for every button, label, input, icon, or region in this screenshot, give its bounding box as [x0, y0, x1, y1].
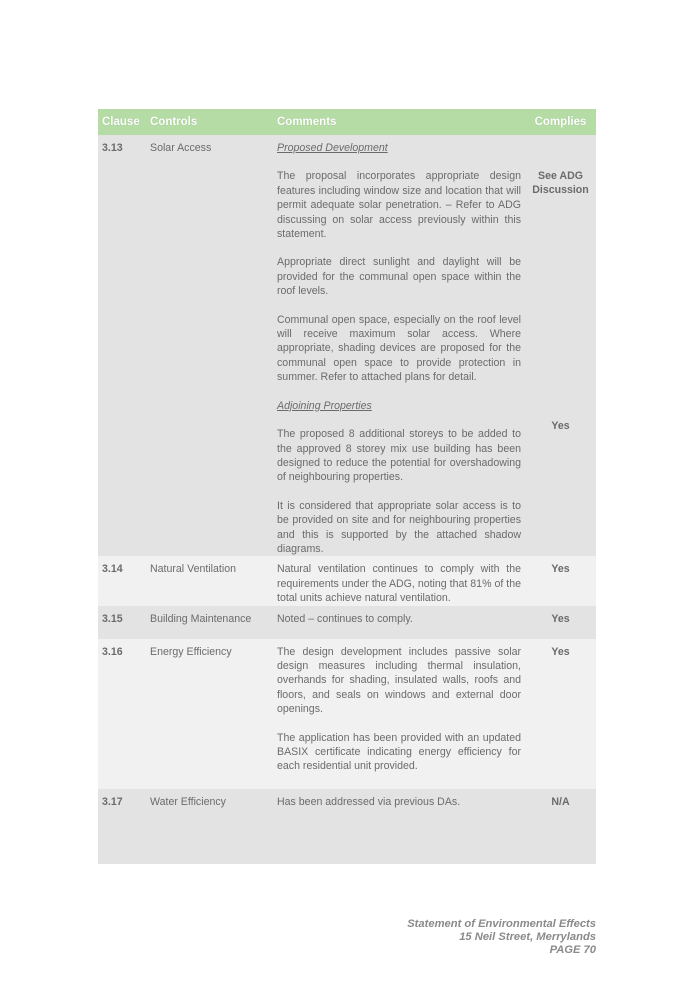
comment-paragraph: Communal open space, especially on the roof level will receive maximum solar access. Where appropriate, shading devices are proposed for the communal open space to provide protection in summer. Refer to attached plans for detail.: [277, 313, 521, 384]
complies-see-adg: See ADG Discussion: [532, 170, 589, 197]
page-footer: [407, 918, 596, 956]
comment-paragraph: The proposed 8 additional storeys to be added to the approved 8 storey mix use building has been designed to reduce the potential for overshadowing of neighbouring properties.: [277, 428, 521, 484]
comment-paragraph: Has been addressed via previous DAs.: [277, 795, 461, 808]
complies-cell: N/A: [525, 789, 596, 864]
complies-cell: Yes: [525, 639, 596, 789]
table-header-row: [98, 109, 596, 135]
control-name: Natural Ventilation: [144, 556, 271, 605]
footer-address: 15 Neil Street, Merrylands: [459, 930, 596, 943]
clause-number: 3.16: [98, 639, 144, 789]
clause-number: 3.15: [98, 606, 144, 639]
header-comments: Comments: [271, 109, 525, 135]
control-name: Water Efficiency: [144, 789, 271, 864]
table-row-3-16: [98, 639, 596, 789]
compliance-table: [98, 109, 596, 864]
complies-cell: Yes: [525, 606, 596, 639]
header-clause: Clause: [98, 109, 144, 135]
comments-cell: [271, 556, 525, 605]
comment-paragraph: The proposal incorporates appropriate design features including window size and location that will permit adequate solar penetration. – Refer to ADG discussing on solar access previously within this statement.: [277, 170, 521, 241]
control-name: Energy Efficiency: [144, 639, 271, 789]
table-row-3-17: [98, 789, 596, 864]
clause-number: 3.14: [98, 556, 144, 605]
subheading-adjoining-properties: Adjoining Properties: [277, 399, 372, 412]
subheading-proposed-development: Proposed Development: [277, 142, 388, 154]
table-row-3-15: [98, 606, 596, 639]
comments-cell: [271, 135, 525, 556]
comment-paragraph: The application has been provided with an updated BASIX certificate indicating energy efficiency for each residential unit provided.: [277, 731, 521, 773]
table-row-3-13: [98, 135, 596, 556]
control-name: Solar Access: [144, 135, 271, 556]
comment-paragraph: Natural ventilation continues to comply with the requirements under the ADG, noting that 81% of the total units achieve natural ventilation.: [277, 563, 521, 605]
clause-number: 3.13: [98, 135, 144, 556]
comments-cell: [271, 789, 525, 864]
table-row-3-14: [98, 556, 596, 605]
comment-paragraph: It is considered that appropriate solar access is to be provided on site and for neighbouring properties and this is supported by the attached shadow diagrams.: [277, 499, 521, 555]
header-complies: Complies: [525, 109, 596, 135]
control-name: Building Maintenance: [144, 606, 271, 639]
footer-page-number: PAGE 70: [549, 943, 596, 956]
comments-cell: [271, 606, 525, 639]
header-controls: Controls: [144, 109, 271, 135]
footer-document-title: Statement of Environmental Effects: [407, 918, 596, 930]
complies-yes: Yes: [551, 419, 570, 432]
complies-cell: [525, 135, 596, 556]
complies-cell: Yes: [525, 556, 596, 605]
comment-paragraph: Noted – continues to comply.: [277, 612, 413, 625]
comment-paragraph: The design development includes passive solar design measures including thermal insulation, overhands for shading, insulated walls, roofs and floors, and seals on windows and external door openings.: [277, 645, 521, 716]
comments-cell: [271, 639, 525, 789]
comment-paragraph: Appropriate direct sunlight and daylight will be provided for the communal open space within the roof levels.: [277, 256, 521, 298]
clause-number: 3.17: [98, 789, 144, 864]
